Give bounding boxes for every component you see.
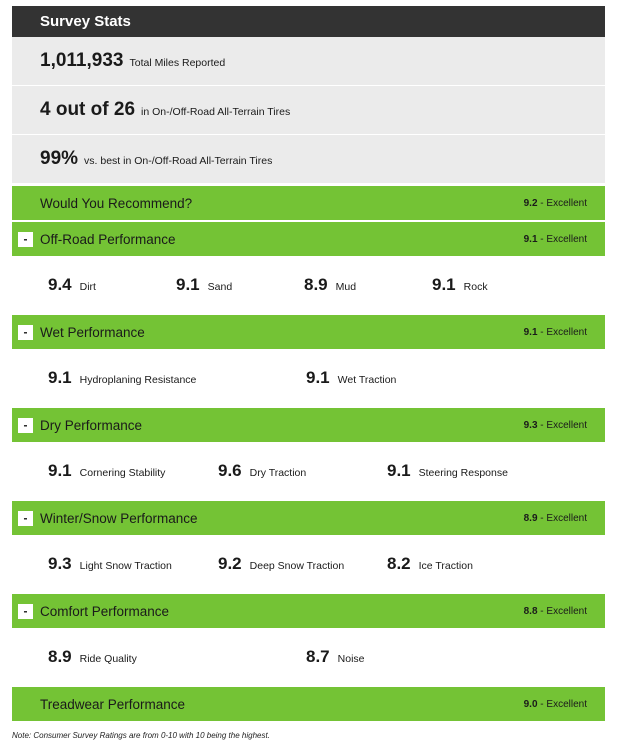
- score-rating: - Excellent: [537, 419, 587, 431]
- stat-total-miles: [12, 37, 605, 86]
- score-rating: - Excellent: [537, 233, 587, 245]
- stat-value: 1,011,933: [40, 50, 124, 71]
- section-score: [524, 327, 587, 338]
- subscore-ride-quality: [48, 628, 137, 685]
- subscore-value: 8.2: [387, 553, 411, 573]
- stat-label: vs. best in On-/Off-Road All-Terrain Tires: [84, 155, 273, 167]
- subscore-label: Dry Traction: [249, 466, 307, 479]
- subscore-label: Wet Traction: [337, 373, 397, 386]
- subscore-light-snow: [48, 535, 172, 592]
- section-label: Comfort Performance: [40, 603, 170, 619]
- subscore-label: Dirt: [79, 280, 96, 293]
- stat-rank: [12, 86, 605, 135]
- stat-label: Total Miles Reported: [129, 57, 226, 69]
- dry-section-header[interactable]: [12, 406, 605, 442]
- score-value: 8.8: [523, 605, 538, 617]
- score-rating: - Excellent: [537, 197, 587, 209]
- subscore-dirt: [48, 256, 96, 313]
- treadwear-score: [524, 699, 587, 710]
- stat-percent-best: [12, 135, 605, 184]
- subscore-label: Rock: [463, 280, 488, 293]
- subscore-rock: [432, 256, 488, 313]
- section-label: Off-Road Performance: [40, 231, 176, 247]
- comfort-subscores: [12, 628, 605, 685]
- subscore-mud: [304, 256, 356, 313]
- collapse-toggle-icon[interactable]: -: [18, 604, 33, 619]
- score-value: 9.3: [523, 419, 538, 431]
- winter-section-header[interactable]: [12, 499, 605, 535]
- collapse-toggle-icon[interactable]: -: [18, 232, 33, 247]
- recommend-bar: [12, 184, 605, 220]
- subscore-label: Deep Snow Traction: [249, 559, 345, 572]
- wet-section-header[interactable]: [12, 313, 605, 349]
- panel-title: Survey Stats: [12, 6, 605, 37]
- section-label: Winter/Snow Performance: [40, 510, 198, 526]
- ratings-note: Note: Consumer Survey Ratings are from 0-10 with 10 being the highest.: [12, 731, 270, 740]
- subscore-steering: [387, 442, 508, 499]
- section-score: [524, 420, 587, 431]
- subscore-value: 9.1: [387, 460, 411, 480]
- section-score: [524, 513, 587, 524]
- subscore-label: Steering Response: [418, 466, 508, 479]
- subscore-value: 9.3: [48, 553, 72, 573]
- subscore-label: Sand: [207, 280, 233, 293]
- comfort-section-header[interactable]: [12, 592, 605, 628]
- subscore-value: 8.9: [304, 274, 328, 294]
- section-label: Dry Performance: [40, 417, 143, 433]
- score-value: 9.2: [523, 197, 538, 209]
- subscore-value: 9.4: [48, 274, 72, 294]
- subscore-dry-traction: [218, 442, 306, 499]
- subscore-sand: [176, 256, 232, 313]
- subscore-value: 9.2: [218, 553, 242, 573]
- subscore-wet-traction: [306, 349, 396, 406]
- subscore-deep-snow: [218, 535, 344, 592]
- stat-value: 99%: [40, 148, 79, 169]
- subscore-value: 9.6: [218, 460, 242, 480]
- subscore-ice: [387, 535, 473, 592]
- wet-subscores: [12, 349, 605, 406]
- score-value: 9.1: [523, 326, 538, 338]
- subscore-value: 9.1: [432, 274, 456, 294]
- subscore-label: Ice Traction: [418, 559, 473, 572]
- subscore-value: 8.9: [48, 646, 72, 666]
- subscore-value: 9.1: [48, 460, 72, 480]
- subscore-hydroplaning: [48, 349, 196, 406]
- stat-value: 4 out of 26: [40, 99, 136, 120]
- dry-subscores: [12, 442, 605, 499]
- subscore-label: Hydroplaning Resistance: [79, 373, 197, 386]
- offroad-subscores: [12, 256, 605, 313]
- treadwear-bar: [12, 685, 605, 721]
- subscore-noise: [306, 628, 365, 685]
- offroad-section-header[interactable]: [12, 220, 605, 256]
- stat-label: in On-/Off-Road All-Terrain Tires: [141, 106, 291, 118]
- collapse-toggle-icon[interactable]: -: [18, 325, 33, 340]
- score-value: 8.9: [523, 512, 538, 524]
- subscore-label: Noise: [337, 652, 365, 665]
- treadwear-label: Treadwear Performance: [40, 696, 186, 712]
- section-score: [524, 234, 587, 245]
- survey-stats-panel: [12, 6, 605, 721]
- subscore-cornering: [48, 442, 165, 499]
- section-score: [524, 606, 587, 617]
- score-value: 9.0: [523, 698, 538, 710]
- subscore-value: 9.1: [48, 367, 72, 387]
- section-label: Wet Performance: [40, 324, 145, 340]
- recommend-score: [524, 198, 587, 209]
- recommend-label: Would You Recommend?: [40, 195, 193, 211]
- subscore-label: Light Snow Traction: [79, 559, 172, 572]
- subscore-value: 9.1: [306, 367, 330, 387]
- score-value: 9.1: [523, 233, 538, 245]
- winter-subscores: [12, 535, 605, 592]
- score-rating: - Excellent: [537, 326, 587, 338]
- subscore-value: 9.1: [176, 274, 200, 294]
- collapse-toggle-icon[interactable]: -: [18, 418, 33, 433]
- subscore-label: Mud: [335, 280, 357, 293]
- score-rating: - Excellent: [537, 512, 587, 524]
- subscore-value: 8.7: [306, 646, 330, 666]
- score-rating: - Excellent: [537, 605, 587, 617]
- collapse-toggle-icon[interactable]: -: [18, 511, 33, 526]
- subscore-label: Cornering Stability: [79, 466, 166, 479]
- score-rating: - Excellent: [537, 698, 587, 710]
- subscore-label: Ride Quality: [79, 652, 137, 665]
